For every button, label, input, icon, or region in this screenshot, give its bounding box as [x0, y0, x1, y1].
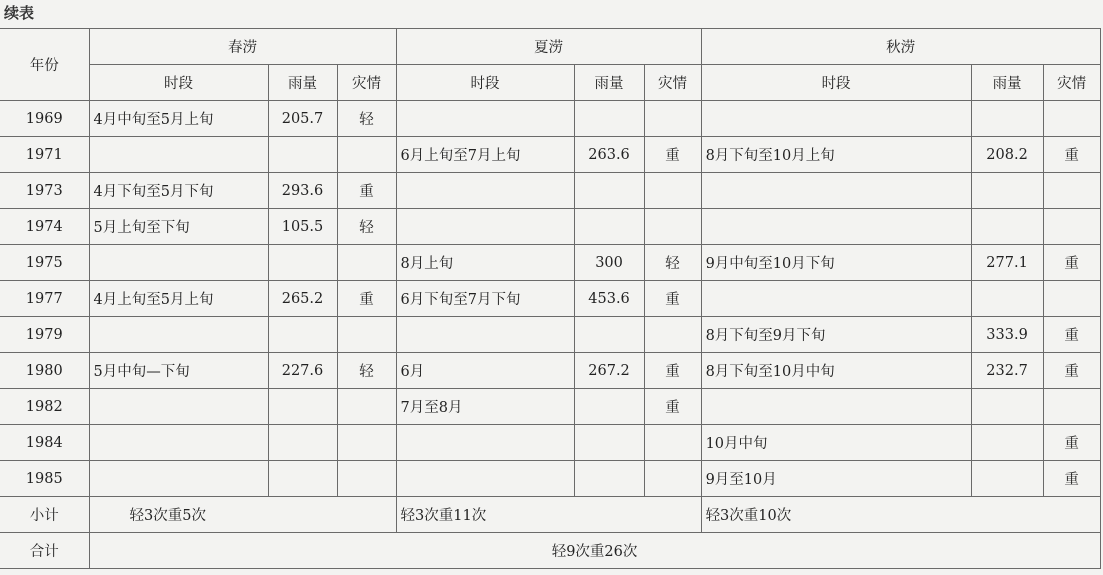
- cell-autumn-period: [701, 101, 971, 137]
- cell-autumn-rain: 333.9: [971, 317, 1043, 353]
- cell-spring-rain: [268, 389, 337, 425]
- cell-summer-rain: [574, 461, 644, 497]
- cell-summer-rain: 453.6: [574, 281, 644, 317]
- cell-summer-rain: [574, 209, 644, 245]
- cell-spring-disaster: [337, 137, 396, 173]
- cell-spring-disaster: 轻: [337, 209, 396, 245]
- total-value: 轻9次重26次: [89, 533, 1100, 569]
- cell-summer-period: [396, 173, 574, 209]
- cell-autumn-disaster: [1043, 101, 1100, 137]
- cell-autumn-rain: 232.7: [971, 353, 1043, 389]
- table-row: [0, 353, 1100, 389]
- header-year: 年份: [0, 29, 89, 101]
- cell-spring-period: [89, 245, 268, 281]
- cell-summer-period: 6月下旬至7月下旬: [396, 281, 574, 317]
- total-label: 合计: [0, 533, 89, 569]
- cell-spring-rain: 105.5: [268, 209, 337, 245]
- cell-autumn-rain: [971, 209, 1043, 245]
- subtotal-label: 小计: [0, 497, 89, 533]
- cell-summer-rain: [574, 317, 644, 353]
- cell-year: 1985: [0, 461, 89, 497]
- header-summer: 夏涝: [396, 29, 701, 65]
- cell-year: 1984: [0, 425, 89, 461]
- cell-summer-period: [396, 425, 574, 461]
- cell-year: 1980: [0, 353, 89, 389]
- table-row: [0, 389, 1100, 425]
- cell-autumn-disaster: 重: [1043, 137, 1100, 173]
- header-summer-rain: 雨量: [574, 65, 644, 101]
- cell-spring-rain: [268, 461, 337, 497]
- cell-autumn-period: [701, 389, 971, 425]
- cell-autumn-disaster: [1043, 281, 1100, 317]
- subtotal-autumn: 轻3次重10次: [701, 497, 1100, 533]
- cell-autumn-rain: [971, 389, 1043, 425]
- cell-summer-disaster: 轻: [644, 245, 701, 281]
- header-spring-period: 时段: [89, 65, 268, 101]
- cell-spring-period: 5月上旬至下旬: [89, 209, 268, 245]
- cell-autumn-disaster: 重: [1043, 245, 1100, 281]
- cell-autumn-disaster: 重: [1043, 425, 1100, 461]
- cell-summer-period: 6月上旬至7月上旬: [396, 137, 574, 173]
- cell-autumn-rain: [971, 425, 1043, 461]
- cell-autumn-rain: 208.2: [971, 137, 1043, 173]
- cell-summer-rain: [574, 389, 644, 425]
- header-spring-disaster: 灾情: [337, 65, 396, 101]
- cell-summer-disaster: [644, 461, 701, 497]
- cell-spring-rain: 293.6: [268, 173, 337, 209]
- cell-spring-disaster: 重: [337, 281, 396, 317]
- subtotal-row: [0, 497, 1100, 533]
- cell-spring-rain: [268, 245, 337, 281]
- table-row: [0, 425, 1100, 461]
- table-row: [0, 245, 1100, 281]
- header-autumn-rain: 雨量: [971, 65, 1043, 101]
- cell-autumn-period: 8月下旬至10月中旬: [701, 353, 971, 389]
- cell-spring-period: 4月下旬至5月下旬: [89, 173, 268, 209]
- table-row: [0, 173, 1100, 209]
- cell-spring-disaster: 轻: [337, 101, 396, 137]
- cell-year: 1975: [0, 245, 89, 281]
- cell-autumn-period: [701, 173, 971, 209]
- header-row-fields: [0, 65, 1100, 101]
- cell-spring-period: [89, 461, 268, 497]
- cell-summer-disaster: 重: [644, 137, 701, 173]
- cell-summer-disaster: [644, 101, 701, 137]
- cell-autumn-period: [701, 209, 971, 245]
- cell-autumn-disaster: 重: [1043, 353, 1100, 389]
- cell-autumn-rain: [971, 281, 1043, 317]
- cell-autumn-rain: [971, 101, 1043, 137]
- cell-year: 1982: [0, 389, 89, 425]
- cell-summer-rain: 300: [574, 245, 644, 281]
- header-summer-period: 时段: [396, 65, 574, 101]
- cell-summer-period: 6月: [396, 353, 574, 389]
- cell-year: 1977: [0, 281, 89, 317]
- table-row: [0, 317, 1100, 353]
- cell-summer-rain: [574, 101, 644, 137]
- cell-summer-period: [396, 101, 574, 137]
- cell-spring-disaster: [337, 425, 396, 461]
- cell-autumn-disaster: [1043, 173, 1100, 209]
- cell-summer-period: 7月至8月: [396, 389, 574, 425]
- cell-spring-period: [89, 137, 268, 173]
- cell-autumn-period: 10月中旬: [701, 425, 971, 461]
- cell-spring-period: 4月中旬至5月上旬: [89, 101, 268, 137]
- cell-spring-period: [89, 317, 268, 353]
- table-row: [0, 101, 1100, 137]
- cell-summer-disaster: 重: [644, 353, 701, 389]
- table-row: [0, 209, 1100, 245]
- cell-spring-disaster: [337, 245, 396, 281]
- table-row: [0, 461, 1100, 497]
- subtotal-spring: 轻3次重5次: [89, 497, 396, 533]
- cell-autumn-disaster: [1043, 209, 1100, 245]
- header-autumn: 秋涝: [701, 29, 1100, 65]
- cell-spring-rain: [268, 137, 337, 173]
- continued-table-label: 续表: [4, 4, 35, 22]
- cell-autumn-rain: [971, 461, 1043, 497]
- cell-spring-disaster: 轻: [337, 353, 396, 389]
- cell-spring-disaster: [337, 317, 396, 353]
- cell-spring-period: [89, 389, 268, 425]
- cell-spring-period: 5月中旬—下旬: [89, 353, 268, 389]
- cell-autumn-disaster: 重: [1043, 317, 1100, 353]
- cell-autumn-period: [701, 281, 971, 317]
- cell-autumn-period: 9月中旬至10月下旬: [701, 245, 971, 281]
- cell-summer-disaster: [644, 425, 701, 461]
- header-autumn-disaster: 灾情: [1043, 65, 1100, 101]
- cell-summer-rain: [574, 173, 644, 209]
- cell-spring-rain: [268, 425, 337, 461]
- cell-spring-disaster: [337, 461, 396, 497]
- cell-spring-rain: 205.7: [268, 101, 337, 137]
- header-spring-rain: 雨量: [268, 65, 337, 101]
- header-autumn-period: 时段: [701, 65, 971, 101]
- cell-autumn-disaster: 重: [1043, 461, 1100, 497]
- total-row: [0, 533, 1100, 569]
- cell-autumn-period: 8月下旬至9月下旬: [701, 317, 971, 353]
- header-spring: 春涝: [89, 29, 396, 65]
- cell-summer-disaster: [644, 209, 701, 245]
- cell-spring-period: 4月上旬至5月上旬: [89, 281, 268, 317]
- cell-autumn-rain: [971, 173, 1043, 209]
- header-row-seasons: [0, 29, 1100, 65]
- subtotal-summer: 轻3次重11次: [396, 497, 701, 533]
- cell-year: 1971: [0, 137, 89, 173]
- cell-summer-period: [396, 461, 574, 497]
- cell-summer-disaster: [644, 317, 701, 353]
- cell-summer-period: 8月上旬: [396, 245, 574, 281]
- table-row: [0, 137, 1100, 173]
- cell-autumn-period: 8月下旬至10月上旬: [701, 137, 971, 173]
- cell-summer-disaster: [644, 173, 701, 209]
- header-summer-disaster: 灾情: [644, 65, 701, 101]
- cell-summer-rain: 263.6: [574, 137, 644, 173]
- cell-year: 1974: [0, 209, 89, 245]
- cell-summer-period: [396, 317, 574, 353]
- cell-spring-disaster: 重: [337, 173, 396, 209]
- cell-spring-rain: 227.6: [268, 353, 337, 389]
- cell-spring-rain: [268, 317, 337, 353]
- cell-year: 1979: [0, 317, 89, 353]
- cell-summer-period: [396, 209, 574, 245]
- cell-autumn-period: 9月至10月: [701, 461, 971, 497]
- cell-summer-rain: [574, 425, 644, 461]
- table-row: [0, 281, 1100, 317]
- cell-year: 1973: [0, 173, 89, 209]
- cell-autumn-disaster: [1043, 389, 1100, 425]
- cell-spring-disaster: [337, 389, 396, 425]
- cell-summer-disaster: 重: [644, 389, 701, 425]
- cell-summer-disaster: 重: [644, 281, 701, 317]
- cell-spring-rain: 265.2: [268, 281, 337, 317]
- cell-autumn-rain: 277.1: [971, 245, 1043, 281]
- flood-disaster-table: [0, 28, 1101, 569]
- cell-year: 1969: [0, 101, 89, 137]
- cell-summer-rain: 267.2: [574, 353, 644, 389]
- cell-spring-period: [89, 425, 268, 461]
